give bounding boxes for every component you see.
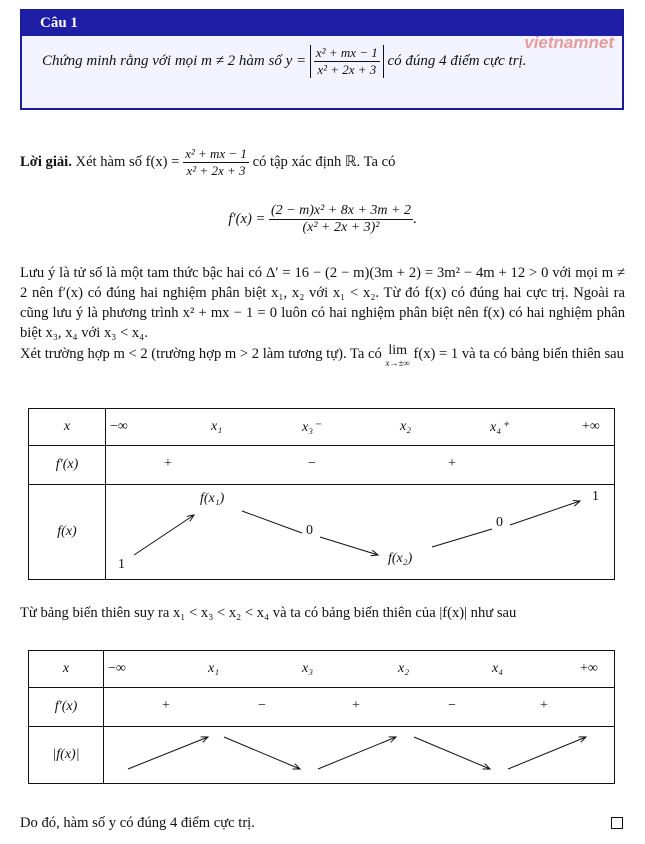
t1-x-4: x₄⁺ [490, 420, 509, 435]
paragraph-abs: Từ bảng biến thiên suy ra x₁ < x₃ < x₂ < x₄ và ta có bảng biến thiên của |f(x)| như sau [20, 605, 517, 621]
t1-x-0: −∞ [110, 419, 128, 434]
t2-label-x: x [29, 651, 104, 688]
derivative-formula: f′(x) = $\frac{\text{(2 − m)x² + 8x + 3m + 2}}{\text{(x² + 2x + 3)²}}$ . [228, 203, 417, 235]
t1-x-1: x₁ [211, 419, 223, 434]
paragraph-case-a: Xét trường hợp m < 2 (trường hợp m > 2 làm tương tự). Ta có [20, 346, 382, 362]
t1-sign-0: + [164, 456, 172, 471]
f-num: x² + mx − 1 [185, 146, 247, 161]
t2-sign-2: + [352, 698, 360, 713]
t2-x-3: x₂ [398, 661, 410, 676]
solution-intro-text: Xét hàm số f(x) = [75, 153, 180, 170]
t2-sign-1: − [258, 698, 266, 713]
t2-x-4: x₄ [492, 661, 504, 676]
derivative-den: (x² + 2x + 3)² [302, 220, 380, 235]
t2-x-0: −∞ [108, 661, 126, 676]
t1-arrow-up-1 [134, 515, 194, 555]
t2-arrow-1 [128, 737, 208, 769]
t1-arrow-up-2b [510, 501, 580, 525]
t2-x-5: +∞ [580, 661, 598, 676]
question-text-after: có đúng 4 điểm cực trị. [387, 52, 527, 69]
t1-x-3: x₂ [400, 419, 412, 434]
f-den: x² + 2x + 3 [186, 163, 246, 178]
lim-word: lim [388, 343, 407, 358]
t2-sign-row [104, 688, 615, 727]
question-abs-fraction [310, 45, 384, 78]
conclusion: Do đó, hàm số y có đúng 4 điểm cực trị. [20, 815, 255, 831]
t2-arrow-2 [224, 737, 300, 769]
paragraph-case-b: f(x) = 1 và ta có bảng biến thiên sau [413, 346, 624, 362]
t1-arrow-down-1b [320, 537, 378, 555]
t1-arrow-up-2a [432, 529, 492, 547]
t1-label-x: x [29, 409, 106, 446]
t1-f-start: 1 [118, 557, 125, 572]
qed-square-icon [611, 817, 623, 829]
t1-f-row [106, 485, 615, 580]
t2-arrow-5 [508, 737, 586, 769]
question-text-before: Chứng minh rằng với mọi m ≠ 2 hàm số y = [42, 52, 307, 69]
lim-sub: x→±∞ [385, 358, 410, 368]
t1-label-fprime: f′(x) [29, 446, 106, 485]
t1-sign-2: + [448, 456, 456, 471]
t1-f-zero1: 0 [306, 523, 313, 538]
t1-x-row [106, 409, 615, 446]
question-frac-den: x² + 2x + 3 [317, 62, 377, 77]
derivative-lhs: f′(x) = [228, 210, 266, 227]
question-box [20, 9, 624, 110]
t1-f-max: f(x₁) [200, 491, 225, 506]
derivative-num: (2 − m)x² + 8x + 3m + 2 [270, 203, 411, 218]
t2-arrows [104, 727, 614, 783]
t1-arrow-down-1a [242, 511, 302, 533]
paragraph-case [20, 343, 625, 369]
question-title: Câu 1 [22, 11, 622, 36]
watermark-logo: vietnamnet [524, 33, 614, 52]
t2-x-1: x₁ [208, 661, 220, 676]
t2-arrow-3 [318, 737, 396, 769]
question-frac-num: x² + mx − 1 [315, 45, 378, 60]
t1-f-zero2: 0 [496, 515, 503, 530]
t2-sign-4: + [540, 698, 548, 713]
t2-f-row [104, 727, 615, 784]
t1-f-end: 1 [592, 489, 599, 504]
t1-x-2: x₃⁻ [302, 420, 321, 435]
t2-sign-0: + [162, 698, 170, 713]
paragraph-delta: Lưu ý là tử số là một tam thức bậc hai có Δ′ = 16 − (2 − m)(3m + 2) = 3m² − 4m + 12 > 0 với mọi m ≠ 2 nên f′(x) có đúng hai nghiệm phân biệt x₁, x₂ với x₁ < x₂. Từ đó f(x) có đúng hai cực trị. Ngoài ra cũng lưu ý là phương trình x² + mx − 1 = 0 luôn có hai nghiệm phân biệt nên f(x) có hai nghiệm phân biệt x₃, x₄ với x₃ < x₄. [20, 265, 625, 341]
t1-sign-row [106, 446, 615, 485]
t2-label-fprime: f′(x) [29, 688, 104, 727]
t2-arrow-4 [414, 737, 490, 769]
t2-sign-3: − [448, 698, 456, 713]
solution-intro [20, 146, 625, 179]
t2-x-2: x₃ [302, 661, 314, 676]
t1-arrows [106, 485, 616, 579]
solution-label: Lời giải. [20, 153, 72, 170]
t1-label-f: f(x) [29, 485, 106, 580]
variation-table-f [28, 408, 615, 580]
solution-intro-end: có tập xác định ℝ. Ta có [252, 153, 396, 170]
variation-table-abs-f [28, 650, 615, 784]
t2-label-absf: |f(x)| [29, 727, 104, 784]
question-text [42, 45, 612, 78]
t1-sign-1: − [308, 456, 316, 471]
t1-f-min: f(x₂) [388, 551, 413, 566]
t1-x-5: +∞ [582, 419, 600, 434]
t2-x-row [104, 651, 615, 688]
